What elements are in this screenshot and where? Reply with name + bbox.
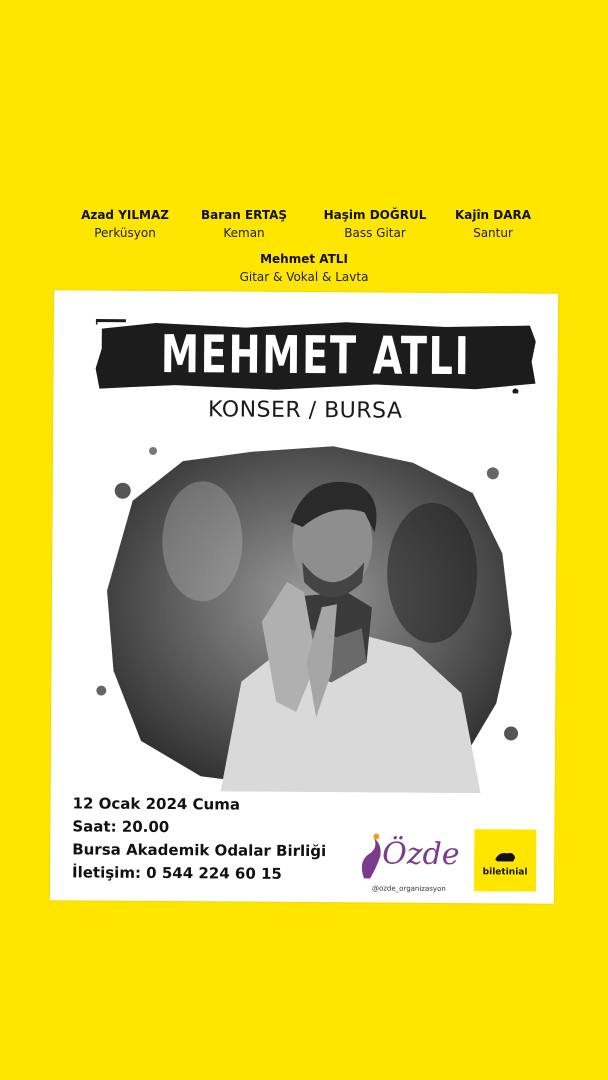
concert-poster [50, 290, 558, 904]
event-venue: Bursa Akademik Odalar Birliği [72, 840, 327, 861]
artist-photo [91, 431, 524, 794]
musician-role: Keman [223, 226, 265, 240]
musician-name: Baran ERTAŞ [200, 208, 288, 222]
musician-name: Mehmet ATLI [260, 252, 348, 266]
event-date: 12 Ocak 2024 Cuma [72, 794, 241, 814]
event-subtitle: KONSER / BURSA [207, 397, 403, 424]
musician-credit [234, 250, 374, 286]
event-info [72, 792, 327, 886]
title-wrapper [95, 319, 535, 394]
musician-role: Bass Gitar [344, 226, 406, 240]
ozde-logo [356, 828, 466, 899]
ozde-wordmark: Özde [382, 836, 460, 873]
musician-name: Azad YILMAZ [81, 208, 169, 222]
musician-credit [174, 206, 314, 242]
musician-role: Santur [473, 226, 513, 240]
musician-role: Gitar & Vokal & Lavta [239, 270, 369, 284]
musician-name: Kajîn DARA [454, 208, 532, 222]
musician-credit [423, 206, 563, 242]
musician-name: Haşim DOĞRUL [323, 208, 427, 222]
event-time: Saat: 20.00 [72, 817, 170, 837]
event-contact: İletişim: 0 544 224 60 15 [72, 863, 282, 883]
biletinial-logo [474, 829, 536, 891]
musician-role: Perküsyon [94, 226, 156, 240]
artist-title: MEHMET ATLI [160, 324, 471, 388]
ozde-instagram-handle: @ozde_organizasyon [371, 884, 446, 893]
biletinial-label: biletinial [482, 867, 528, 878]
biletinial-mascot-icon [493, 849, 517, 863]
